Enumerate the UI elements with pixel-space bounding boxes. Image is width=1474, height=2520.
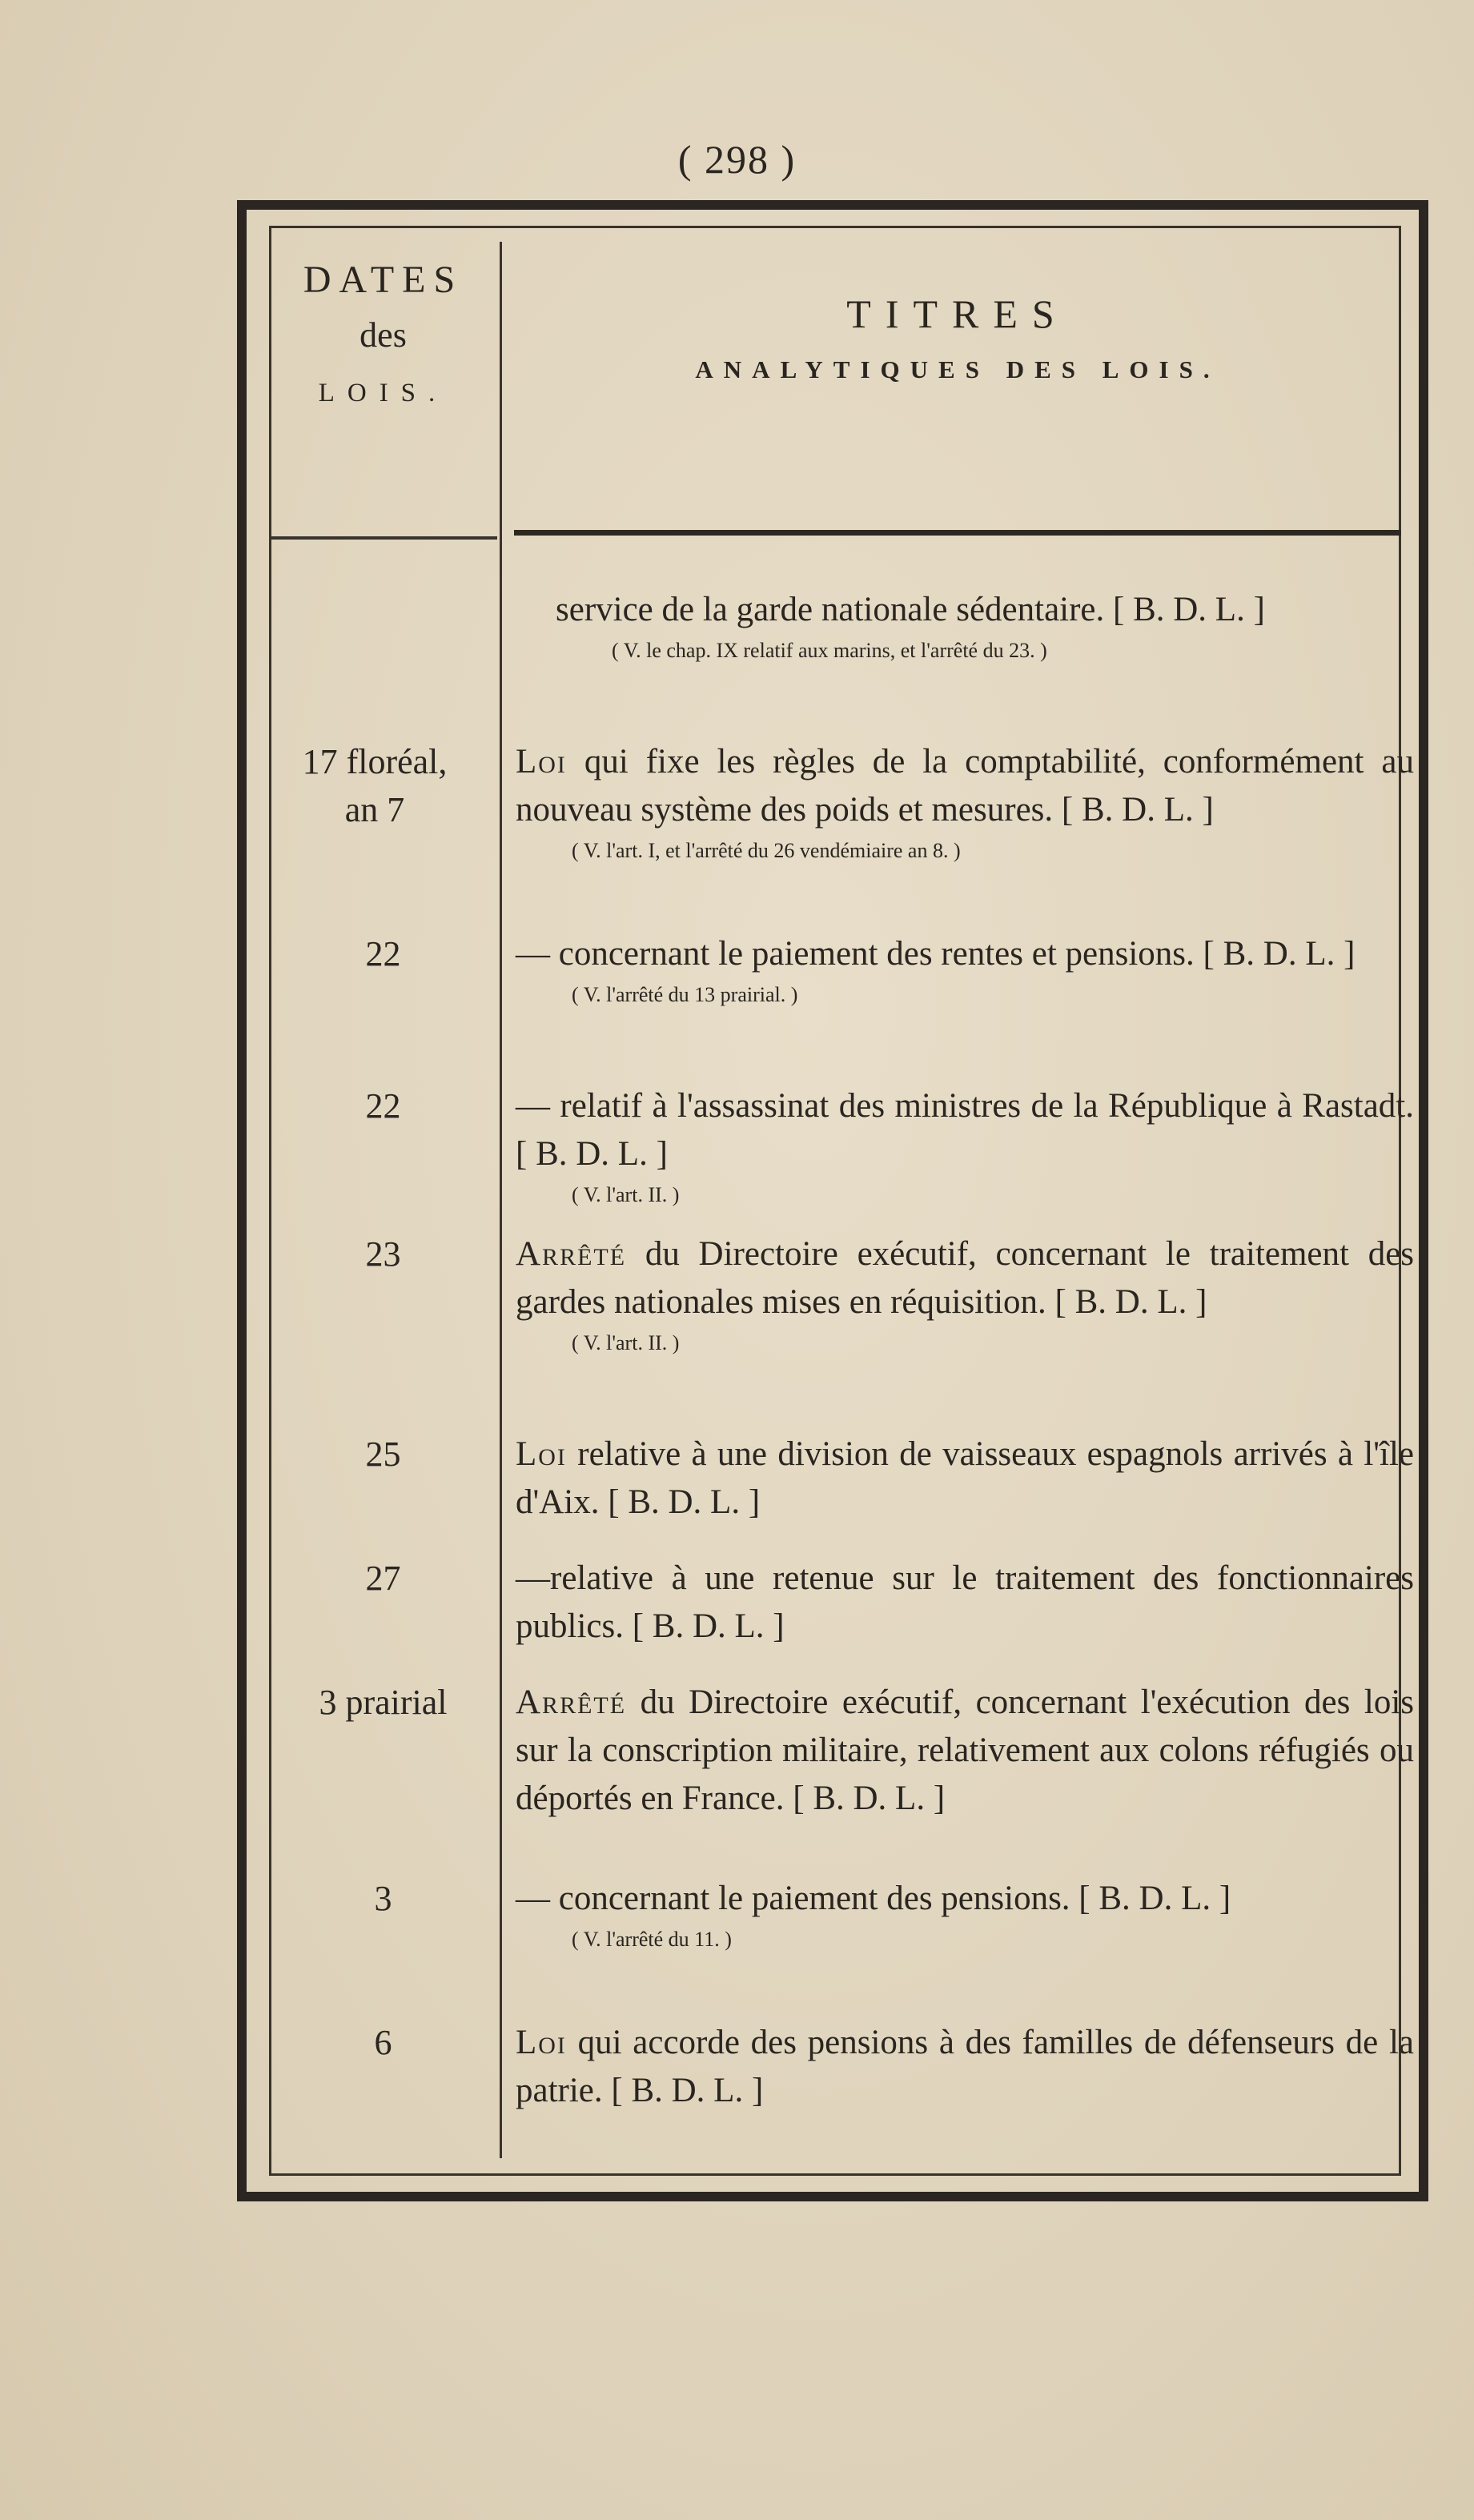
header-rule-left [269,536,497,540]
entry-text: du Directoire exécutif, concernant l'exécution des lois sur la conscription militaire, relativement aux colons réfugiés ou déportés en France. [ B. D. L. ] [516,1683,1414,1817]
entry-date: 3 prairial [319,1683,448,1722]
entry-title [516,2019,1414,2115]
entry-reference: ( V. l'arrêté du 11. ) [572,1928,732,1951]
entry-text: service de la garde nationale sédentaire. [ B. D. L. ] [556,591,1265,628]
entry-date: 6 [374,2023,392,2062]
column-divider [500,242,502,2158]
entry-lead: Arrêté [516,1683,627,1721]
header-titles-line2: ANALYTIQUES DES LOIS. [695,355,1220,383]
entry-reference: ( V. l'art. II. ) [572,1331,680,1354]
entry-date: 17 floréal, an 7 [302,742,448,829]
entry-lead: Arrêté [516,1235,627,1273]
header-titles-line1: TITRES [846,291,1069,336]
entry-text: du Directoire exécutif, concernant le traitement des gardes nationales mises en réquisition. [ B. D. L. ] [516,1235,1415,1321]
entry-text: relative à une division de vaisseaux espagnols arrivés à l'île d'Aix. [ B. D. L. ] [516,1435,1414,1521]
entry-lead: Loi [516,2024,567,2061]
page-number: ( 298 ) [677,137,797,182]
entry-text: qui fixe les règles de la comptabilité, conformément au nouveau système des poids et mesures. [ B. D. L. ] [516,743,1414,829]
entry-date: 22 [365,1086,401,1126]
entry-title [516,1230,1414,1360]
entry-date: 3 [374,1879,392,1918]
header-titles [514,282,1401,394]
entry-title [516,1679,1414,1823]
entry-title [516,738,1414,868]
entry-date: 27 [365,1559,401,1598]
entry-title [516,930,1414,1012]
entry-title [516,1555,1414,1651]
entry-reference: ( V. le chap. IX relatif aux marins, et l'arrêté du 23. ) [612,639,1047,662]
entry-date: 25 [365,1435,401,1474]
entry-text: qui accorde des pensions à des familles de défenseurs de la patrie. [ B. D. L. ] [516,2024,1414,2109]
entry-date: 23 [365,1234,401,1274]
entry-title [516,1875,1414,1956]
entry-lead: Loi [516,743,567,780]
table-frame [237,200,1428,2201]
entry-title [516,1082,1414,1212]
entry-reference: ( V. l'art. II. ) [572,1183,680,1206]
entry-date: 22 [365,934,401,973]
entry-text: —relative à une retenue sur le traitement des fonctionnaires publics. [ B. D. L. ] [516,1559,1414,1645]
entry-reference: ( V. l'arrêté du 13 prairial. ) [572,983,798,1006]
entry-title [516,1431,1414,1527]
entry-lead: Loi [516,1435,567,1473]
header-dates-line1: DATES [303,259,464,301]
entry-title [516,586,1414,668]
header-rule-right [514,530,1401,536]
header-dates-line3: LOIS. [318,379,448,407]
entry-text: — concernant le paiement des pensions. [ B. D. L. ] [516,1880,1231,1917]
header-dates [269,254,497,422]
header-dates-line2: des [359,315,407,355]
entry-text: — concernant le paiement des rentes et pensions. [ B. D. L. ] [516,935,1356,973]
entry-text: — relatif à l'assassinat des ministres de la République à Rastadt. [ B. D. L. ] [516,1087,1414,1173]
entry-reference: ( V. l'art. I, et l'arrêté du 26 vendémiaire an 8. ) [572,839,961,862]
